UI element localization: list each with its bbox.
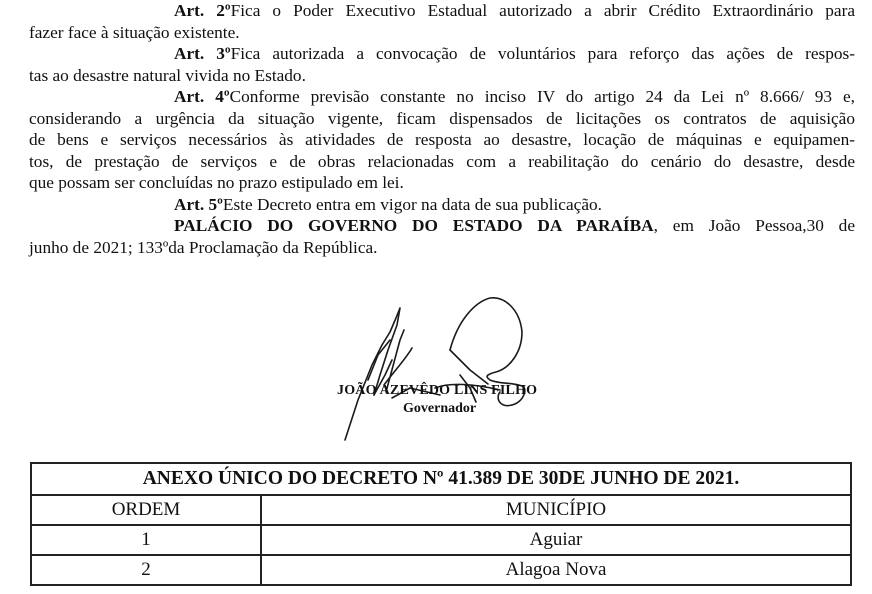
annex-table <box>30 462 852 586</box>
art5-label: Art. 5º <box>174 194 223 214</box>
row-ordem: 1 <box>31 525 261 555</box>
row-municipio: Aguiar <box>261 525 851 555</box>
art2-label: Art. 2º <box>174 1 231 20</box>
art4-line3: de bens e serviços necessários às atividades de resposta ao desastre, locação de máquinas e equipamen- <box>29 130 855 149</box>
closing-line2: junho de 2021; 133ºda Proclamação da República. <box>29 237 378 257</box>
art4-line2: considerando a urgência da situação vigente, ficam dispensados de licitações os contratos de aquisição <box>29 108 855 128</box>
art3-line1: Art. 3ºFica autorizada a convocação de voluntários para reforço das ações de respos- <box>174 44 855 63</box>
art4-line1: Art. 4ºConforme previsão constante no inciso IV do artigo 24 da Lei nº 8.666/ 93 e, <box>174 87 856 106</box>
table-row <box>31 555 851 585</box>
annex-title: ANEXO ÚNICO DO DECRETO Nº 41.389 DE 30DE JUNHO DE 2021. <box>31 463 851 495</box>
art4-line4: tos, de prestação de serviços e de obras relacionadas com a reabilitação do cenário do desastre, desde <box>29 151 855 171</box>
art4-line5: que possam ser concluídas no prazo estipulado em lei. <box>29 173 404 192</box>
decree-text <box>29 0 855 258</box>
header-municipio: MUNICÍPIO <box>261 495 851 525</box>
annex-title-row <box>31 463 851 495</box>
governor-name: JOÃO AZEVÊDO LINS FILHO <box>337 383 538 398</box>
art3-label: Art. 3º <box>174 44 231 63</box>
art4-label: Art. 4º <box>174 87 230 106</box>
signature-block <box>300 280 580 450</box>
art5-line1: Art. 5ºEste Decreto entra em vigor na data de sua publicação. <box>174 194 602 214</box>
art2-line2: fazer face à situação existente. <box>29 22 240 42</box>
governor-title: Governador <box>403 401 477 416</box>
closing-line1: PALÁCIO DO GOVERNO DO ESTADO DA PARAÍBA, em João Pessoa,30 de <box>174 216 855 235</box>
row-municipio: Alagoa Nova <box>261 555 851 585</box>
header-ordem: ORDEM <box>31 495 261 525</box>
art3-line2: tas ao desastre natural vivida no Estado. <box>29 65 306 85</box>
handwritten-signature <box>300 280 580 450</box>
annex-header-row <box>31 495 851 525</box>
palace-name: PALÁCIO DO GOVERNO DO ESTADO DA PARAÍBA <box>174 216 654 235</box>
art2-line1: Art. 2ºFica o Poder Executivo Estadual autorizado a abrir Crédito Extraordinário para <box>174 1 855 20</box>
table-row <box>31 525 851 555</box>
row-ordem: 2 <box>31 555 261 585</box>
